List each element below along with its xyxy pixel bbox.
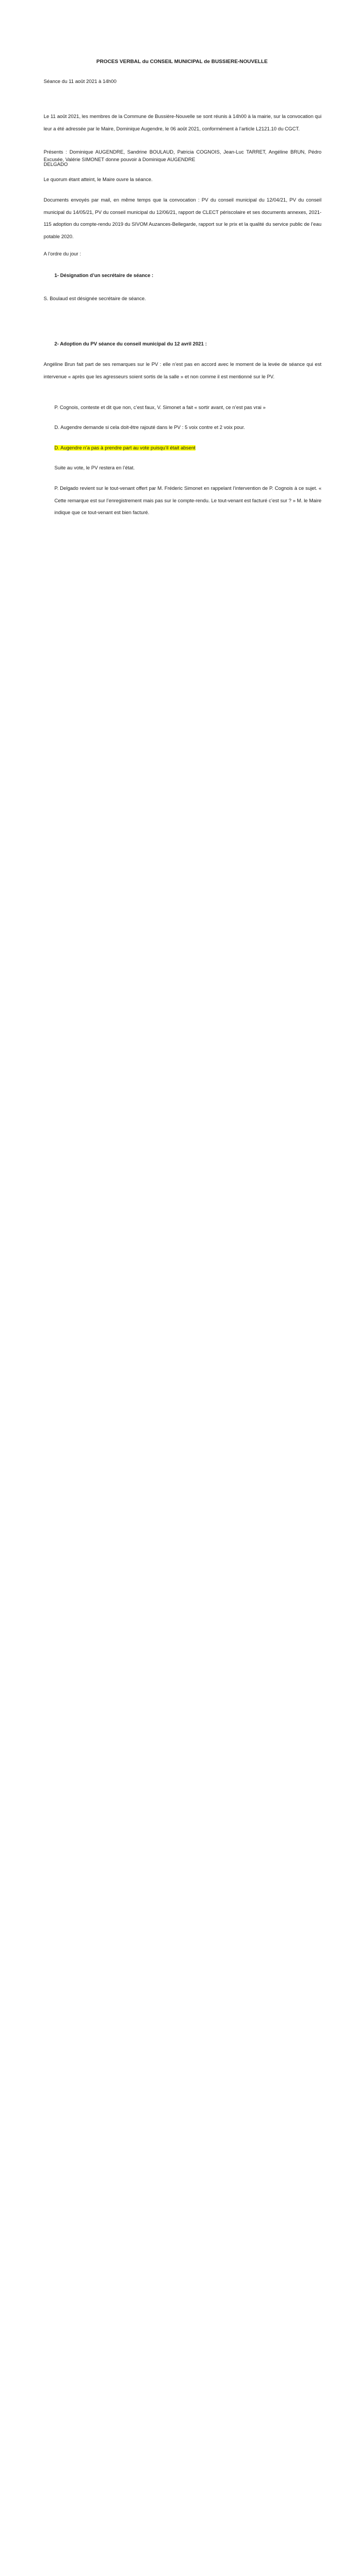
section-2-p4 — [54, 442, 321, 454]
session-date: Séance du 11 août 2021 à 14h00 — [44, 79, 117, 84]
highlighted-text: D. Augendre n’a pas à prendre part au vote puisqu’il était absent — [54, 445, 196, 451]
quorum-paragraph: Le quorum étant atteint, le Maire ouvre la séance. — [44, 177, 153, 182]
section-2-p1: Angéline Brun fait part de ses remarques sur le PV : elle n’est pas en accord avec le moment de la levée de séance qui est intervenue « après que les agresseurs soient sortis de la salle » et non comme il est mentionné sur le PV. — [44, 362, 321, 379]
excused-paragraph: Excusée, Valérie SIMONET donne pouvoir à Dominique AUGENDRE — [44, 157, 195, 162]
intro-paragraph: Le 11 août 2021, les membres de la Commune de Bussière-Nouvelle se sont réunis à 14h00 à la mairie, sur la convocation qui leur a été adressée par le Maire, Dominique Augendre, le 06 août 2021, conformément à l’article L2121.10 du CGCT. — [44, 114, 321, 131]
section-1-heading: 1- Désignation d’un secrétaire de séance : — [54, 273, 153, 278]
section-2-p6: P. Delgado revient sur le tout-venant offert par M. Fréderic Simonet en rappelant l’intervention de P. Cognois à ce sujet. « Cette remarque est sur l’enregistrement mais pas sur le compte-rendu. Le tout-venant est facturé c’est sur ? » M. le Maire indique que ce tout-venant est bien facturé. — [54, 486, 321, 515]
section-2-p2: P. Cognois, conteste et dit que non, c’est faux, V. Simonet a fait « sortir avant, ce n’est pas vrai » — [54, 405, 266, 410]
section-2-heading: 2- Adoption du PV séance du conseil municipal du 12 avril 2021 : — [54, 341, 207, 347]
document-title: PROCES VERBAL du CONSEIL MUNICIPAL de BUSSIERE-NOUVELLE — [96, 59, 268, 65]
section-2-p3: D. Augendre demande si cela doit-être rajouté dans le PV : 5 voix contre et 2 voix pour. — [54, 425, 245, 430]
presents-paragraph: Présents : Dominique AUGENDRE, Sandrine BOULAUD, Patricia COGNOIS, Jean-Luc TARRET, Angéline BRUN, Pédro DELGADO — [44, 149, 321, 167]
agenda-label: A l’ordre du jour : — [44, 251, 81, 257]
documents-paragraph: Documents envoyés par mail, en même temps que la convocation : PV du conseil municipal du 12/04/21, PV du conseil municipal du 14/05/21, PV du conseil municipal du 12/06/21, rapport de CLECT périscolaire et ses documents annexes, 2021-115 adoption du compte-rendu 2019 du SIVOM Auzances-Bellegarde, rapport sur le prix et la qualité du service public de l’eau potable 2020. — [44, 197, 321, 239]
section-1-text: S. Boulaud est désignée secrétaire de séance. — [44, 296, 146, 301]
section-2-p5: Suite au vote, le PV restera en l’état. — [54, 465, 135, 470]
